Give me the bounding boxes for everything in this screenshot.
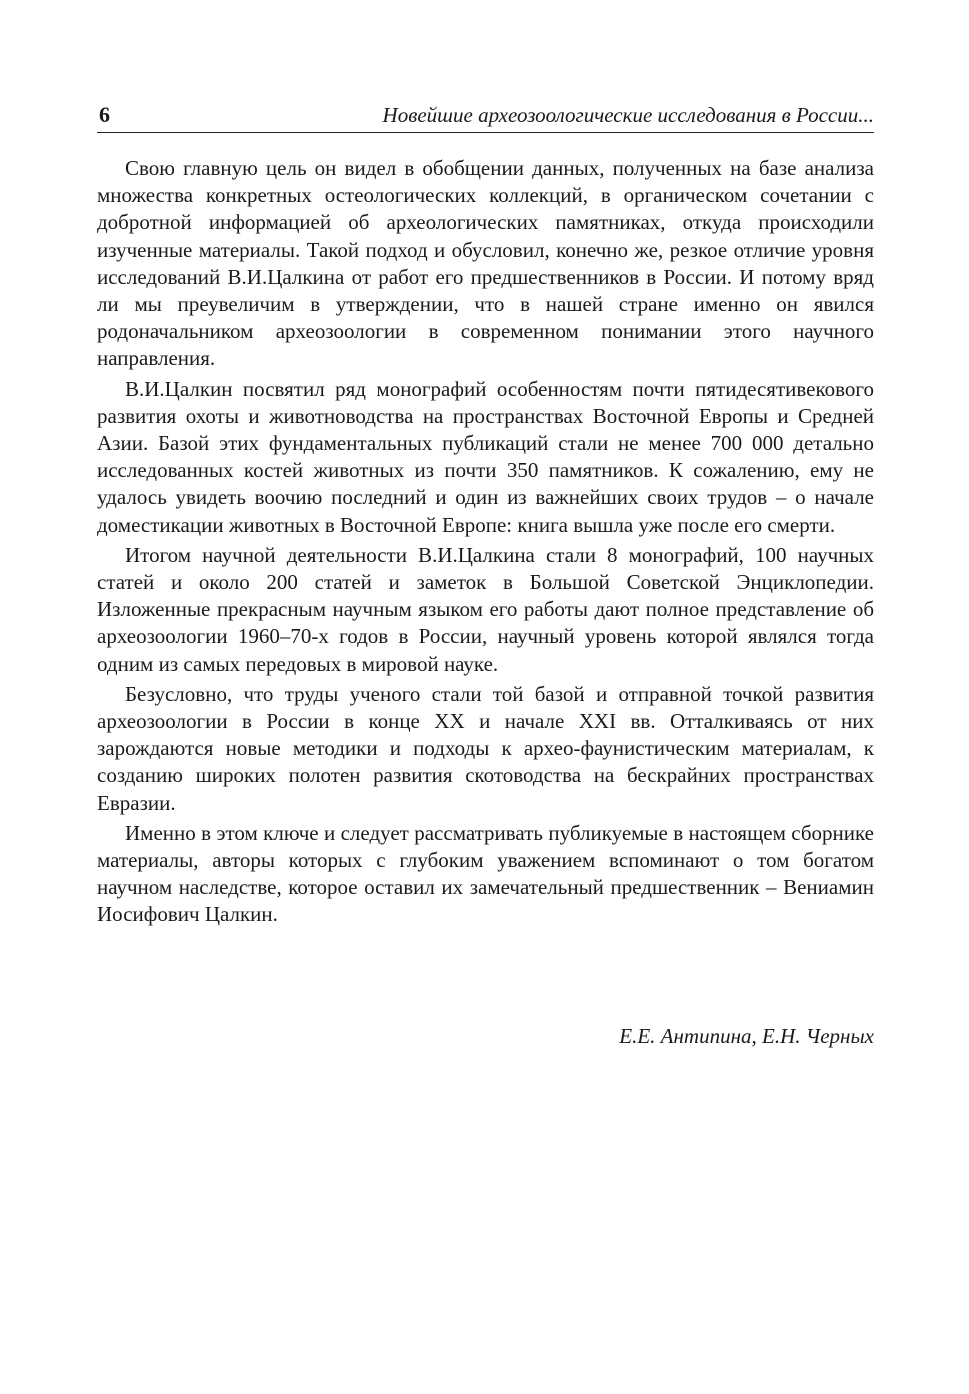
paragraph-2: В.И.Цалкин посвятил ряд монографий особенностям почти пятидесятивекового развития охоты и животноводства на пространствах Восточной Европы и Средней Азии. Базой этих фундаментальных публикаций стали не менее 700 000 детально исследованных костей животных из почти 350 памятников. К сожалению, ему не удалось увидеть воочию последний и один из важнейших своих трудов – о начале доместикации животных в Восточной Европе: книга вышла уже после его смерти. xyxy=(97,376,874,537)
running-title: Новейшие археозоологические исследования в России... xyxy=(382,103,874,127)
paragraph-3: Итогом научной деятельности В.И.Цалкина стали 8 монографий, 100 научных статей и около 200 статей и заметок в Большой Советской Энциклопедии. Изложенные прекрасным научным языком его работы дают полное представление об археозоологии 1960–70-х годов в России, научный уровень которой являлся тогда одним из самых передовых в мировой науке. xyxy=(97,542,874,676)
paragraph-4: Безусловно, что труды ученого стали той базой и отправной точкой развития археозоологии в России в конце XX и начале XXI вв. Отталкиваясь от них зарождаются новые методики и подходы к архео-фаунистическим материалам, к созданию широких полотен развития скотоводства на бескрайних пространствах Евразии. xyxy=(97,681,874,815)
page-number: 6 xyxy=(99,102,110,127)
paragraph-1: Свою главную цель он видел в обобщении данных, полученных на базе анализа множества конкретных остеологических коллекций, в органическом сочетании с добротной информацией об археологических памятниках, откуда происходили изученные материалы. Такой подход и обусловил, конечно же, резкое отличие уровня исследований В.И.Цалкина от работ его предшественников в России. И потому вряд ли мы преувеличим в утверждении, что в нашей стране именно он явился родоначальником археозоологии в современном понимании этого научного направления. xyxy=(97,156,874,371)
body-text xyxy=(97,155,874,932)
running-header xyxy=(97,100,874,133)
paragraph-5: Именно в этом ключе и следует рассматривать публикуемые в настоящем сборнике материалы, авторы которых с глубоким уважением вспоминают о том богатом научном наследстве, которое оставил их замечательный предшественник – Вениамин Иосифович Цалкин. xyxy=(97,820,874,927)
authors-signature: Е.Е. Антипина, Е.Н. Черных xyxy=(619,1024,874,1048)
